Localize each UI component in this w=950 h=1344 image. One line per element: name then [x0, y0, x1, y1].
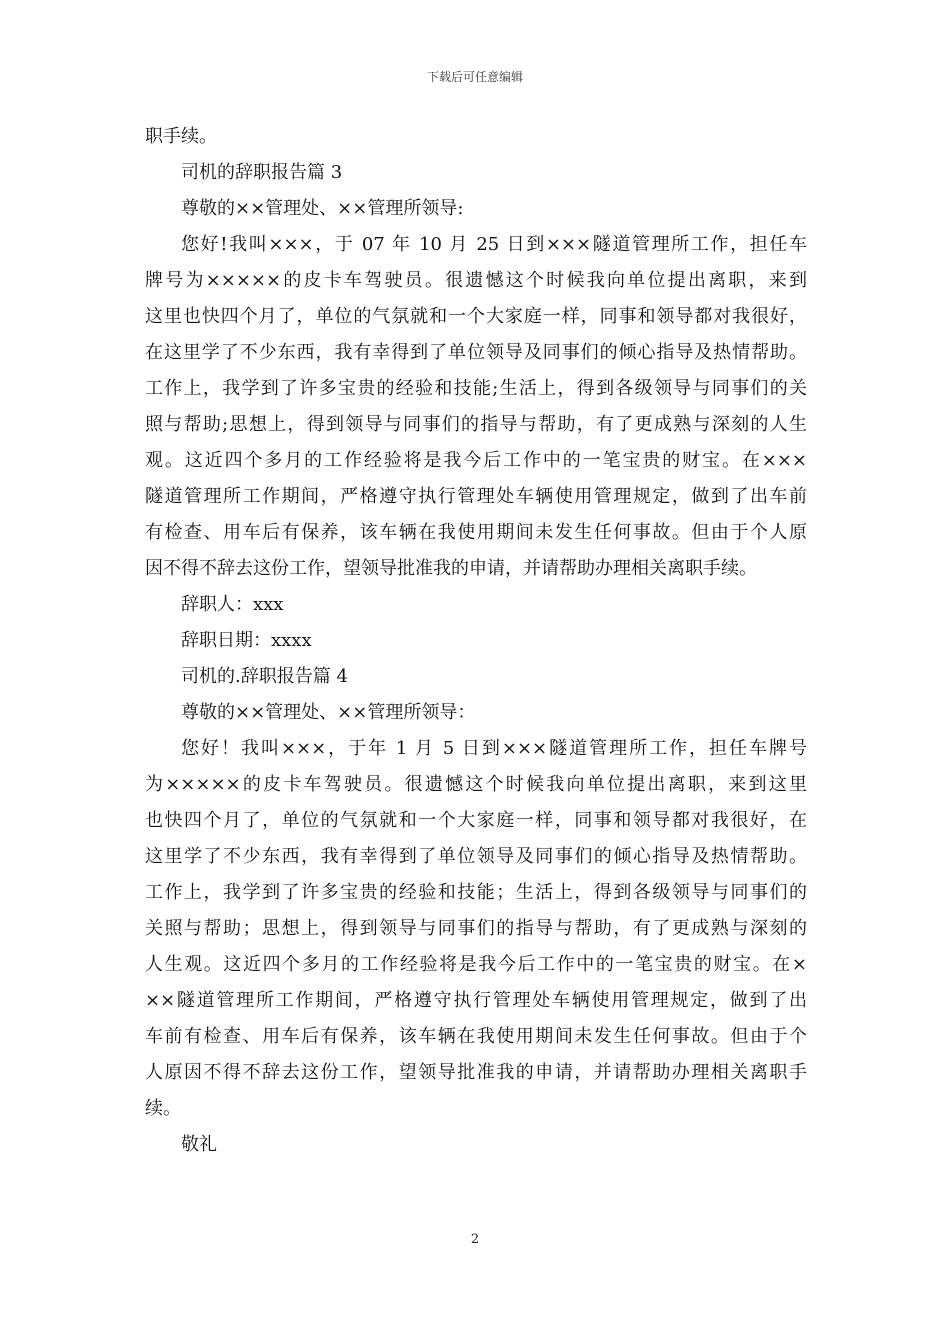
text-line: 有检查、用车后有保养，该车辆在我使用期间未发生任何事故。但由于个人原: [145, 522, 807, 543]
text-line: 这里也快四个月了，单位的气氛就和一个大家庭一样，同事和领导都对我很好，: [145, 306, 807, 327]
text-line: 工作上，我学到了许多宝贵的经验和技能；生活上，得到各级领导与同事们的: [145, 882, 807, 903]
resigner-name: 辞职人：xxx: [181, 594, 284, 615]
resignation-date: 辞职日期：xxxx: [181, 630, 312, 651]
text-line: ××隧道管理所工作期间，严格遵守执行管理处车辆使用管理规定，做到了出: [145, 990, 807, 1011]
text-line: 观。这近四个多月的工作经验将是我今后工作中的一笔宝贵的财宝。在×××: [145, 450, 807, 471]
salutation: 尊敬的××管理处、××管理所领导：: [181, 702, 476, 723]
section-heading-3: 司机的辞职报告篇 3: [181, 162, 343, 183]
text-line: 关照与帮助；思想上，得到领导与同事们的指导与帮助，有了更成熟与深刻的: [145, 918, 807, 939]
text-line: 工作上，我学到了许多宝贵的经验和技能;生活上，得到各级领导与同事们的关: [145, 378, 807, 399]
page-number: 2: [470, 1232, 480, 1247]
text-line: 因不得不辞去这份工作，望领导批准我的申请，并请帮助办理相关离职手续。: [145, 558, 757, 579]
page-header-note: 下载后可任意编辑: [426, 70, 523, 84]
text-line: 照与帮助;思想上，得到领导与同事们的指导与帮助，有了更成熟与深刻的人生: [145, 414, 807, 435]
text-line: 续。: [145, 1098, 181, 1119]
text-line: 职手续。: [145, 126, 217, 147]
text-line: 牌号为×××××的皮卡车驾驶员。很遗憾这个时候我向单位提出离职，来到: [145, 270, 807, 291]
text-line: 人原因不得不辞去这份工作，望领导批准我的申请，并请帮助办理相关离职手: [145, 1062, 807, 1083]
text-line: 您好!我叫×××，于 07 年 10 月 25 日到×××隧道管理所工作，担任车: [181, 234, 807, 255]
text-line: 隧道管理所工作期间，严格遵守执行管理处车辆使用管理规定，做到了出车前: [145, 486, 807, 507]
text-line: 人生观。这近四个多月的工作经验将是我今后工作中的一笔宝贵的财宝。在×: [145, 954, 807, 975]
section-heading-4: 司机的.辞职报告篇 4: [181, 666, 348, 687]
text-line: 您好！我叫×××，于年 1 月 5 日到×××隧道管理所工作，担任车牌号: [181, 738, 807, 759]
text-line: 为×××××的皮卡车驾驶员。很遗憾这个时候我向单位提出离职，来到这里: [145, 774, 807, 795]
text-line: 也快四个月了，单位的气氛就和一个大家庭一样，同事和领导都对我很好，在: [145, 810, 807, 831]
text-line: 车前有检查、用车后有保养，该车辆在我使用期间未发生任何事故。但由于个: [145, 1026, 807, 1047]
text-line: 在这里学了不少东西，我有幸得到了单位领导及同事们的倾心指导及热情帮助。: [145, 342, 807, 363]
text-line: 这里学了不少东西，我有幸得到了单位领导及同事们的倾心指导及热情帮助。: [145, 846, 807, 867]
salutation: 尊敬的××管理处、××管理所领导:: [181, 198, 464, 219]
closing-salute: 敬礼: [181, 1134, 217, 1155]
document-body: [145, 119, 807, 1163]
